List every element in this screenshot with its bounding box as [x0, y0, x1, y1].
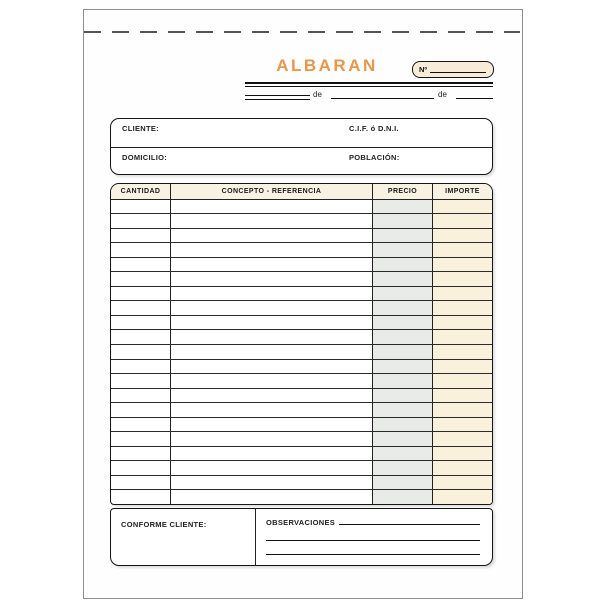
- table-row: [111, 272, 492, 287]
- domicilio-label: DOMICILIO:: [122, 153, 168, 162]
- table-cell-cantidad: [111, 447, 171, 461]
- cliente-label: CLIENTE:: [122, 124, 159, 133]
- table-row: [111, 301, 492, 316]
- table-cell-precio: [373, 214, 433, 228]
- table-cell-concepto: [171, 243, 373, 257]
- table-row: [111, 418, 492, 433]
- column-header-precio: PRECIO: [373, 184, 433, 199]
- table-row: [111, 214, 492, 229]
- number-label: Nº: [419, 65, 428, 74]
- table-row: [111, 287, 492, 302]
- table-cell-concepto: [171, 461, 373, 475]
- table-row: [111, 243, 492, 258]
- conforme-cliente-label: CONFORME CLIENTE:: [121, 520, 207, 529]
- header-double-rule: [245, 82, 493, 87]
- table-cell-cantidad: [111, 258, 171, 272]
- items-table-body: [111, 200, 492, 505]
- column-header-concepto-referencia: CONCEPTO - REFERENCIA: [171, 184, 373, 199]
- table-cell-importe: [433, 403, 492, 417]
- observaciones-blank-line-3: [266, 554, 480, 555]
- table-cell-precio: [373, 301, 433, 315]
- table-row: [111, 490, 492, 504]
- table-cell-concepto: [171, 490, 373, 504]
- table-cell-importe: [433, 476, 492, 490]
- table-row: [111, 258, 492, 273]
- table-cell-cantidad: [111, 476, 171, 490]
- observaciones-row: [266, 517, 480, 527]
- items-table: [110, 183, 493, 505]
- document-number-field: [412, 61, 494, 78]
- table-cell-precio: [373, 345, 433, 359]
- conforme-cliente-cell: [111, 509, 256, 565]
- table-cell-precio: [373, 243, 433, 257]
- table-cell-concepto: [171, 258, 373, 272]
- table-cell-cantidad: [111, 330, 171, 344]
- table-cell-cantidad: [111, 360, 171, 374]
- table-cell-concepto: [171, 200, 373, 214]
- table-cell-concepto: [171, 214, 373, 228]
- table-cell-precio: [373, 316, 433, 330]
- table-row: [111, 461, 492, 476]
- table-cell-concepto: [171, 301, 373, 315]
- table-cell-concepto: [171, 374, 373, 388]
- column-header-cantidad: CANTIDAD: [111, 184, 171, 199]
- table-row: [111, 330, 492, 345]
- footer-box: [110, 508, 493, 566]
- table-cell-importe: [433, 214, 492, 228]
- table-cell-concepto: [171, 389, 373, 403]
- table-cell-importe: [433, 200, 492, 214]
- date-word-de-1: de: [313, 90, 322, 99]
- table-cell-precio: [373, 389, 433, 403]
- perforation-dashed-line: [84, 31, 520, 33]
- client-info-box: [110, 118, 493, 175]
- table-cell-cantidad: [111, 403, 171, 417]
- observaciones-blank-line-1: [339, 517, 480, 525]
- table-cell-importe: [433, 432, 492, 446]
- table-row: [111, 200, 492, 215]
- table-cell-precio: [373, 229, 433, 243]
- table-cell-importe: [433, 418, 492, 432]
- table-cell-cantidad: [111, 374, 171, 388]
- table-cell-precio: [373, 418, 433, 432]
- table-cell-cantidad: [111, 345, 171, 359]
- table-cell-cantidad: [111, 214, 171, 228]
- table-row: [111, 360, 492, 375]
- table-row: [111, 374, 492, 389]
- table-cell-concepto: [171, 345, 373, 359]
- table-row: [111, 229, 492, 244]
- table-cell-precio: [373, 476, 433, 490]
- table-cell-precio: [373, 287, 433, 301]
- table-row: [111, 447, 492, 462]
- client-row-1: [111, 119, 492, 148]
- table-cell-concepto: [171, 418, 373, 432]
- table-cell-importe: [433, 243, 492, 257]
- table-cell-importe: [433, 287, 492, 301]
- table-cell-precio: [373, 258, 433, 272]
- table-cell-concepto: [171, 287, 373, 301]
- table-cell-precio: [373, 360, 433, 374]
- table-cell-cantidad: [111, 316, 171, 330]
- observaciones-label: OBSERVACIONES: [266, 518, 336, 527]
- table-cell-precio: [373, 374, 433, 388]
- table-cell-concepto: [171, 272, 373, 286]
- table-cell-concepto: [171, 330, 373, 344]
- table-cell-importe: [433, 272, 492, 286]
- client-row-2: [111, 148, 492, 175]
- table-cell-importe: [433, 258, 492, 272]
- form-title: ALBARAN: [276, 56, 378, 75]
- table-cell-importe: [433, 490, 492, 504]
- table-cell-concepto: [171, 229, 373, 243]
- table-row: [111, 476, 492, 491]
- table-cell-cantidad: [111, 200, 171, 214]
- table-cell-cantidad: [111, 272, 171, 286]
- number-blank-line: [430, 72, 486, 73]
- table-cell-cantidad: [111, 243, 171, 257]
- table-cell-importe: [433, 330, 492, 344]
- table-cell-precio: [373, 272, 433, 286]
- table-row: [111, 389, 492, 404]
- cif-dni-label: C.I.F. ó D.N.I.: [349, 124, 399, 133]
- table-cell-concepto: [171, 476, 373, 490]
- table-row: [111, 345, 492, 360]
- table-cell-cantidad: [111, 229, 171, 243]
- table-cell-concepto: [171, 403, 373, 417]
- items-table-header: [111, 184, 492, 200]
- table-cell-precio: [373, 200, 433, 214]
- table-cell-cantidad: [111, 432, 171, 446]
- table-cell-cantidad: [111, 301, 171, 315]
- table-cell-importe: [433, 316, 492, 330]
- table-cell-precio: [373, 403, 433, 417]
- table-cell-precio: [373, 490, 433, 504]
- table-cell-importe: [433, 374, 492, 388]
- poblacion-label: POBLACIÓN:: [349, 153, 400, 162]
- table-cell-importe: [433, 360, 492, 374]
- table-row: [111, 403, 492, 418]
- table-cell-precio: [373, 461, 433, 475]
- table-row: [111, 432, 492, 447]
- column-header-importe: IMPORTE: [445, 187, 480, 195]
- table-cell-importe: [433, 461, 492, 475]
- table-cell-cantidad: [111, 287, 171, 301]
- table-cell-importe: [433, 345, 492, 359]
- table-cell-cantidad: [111, 490, 171, 504]
- observaciones-blank-line-2: [266, 540, 480, 541]
- date-month-blank-line: [331, 98, 434, 99]
- table-cell-concepto: [171, 447, 373, 461]
- table-cell-cantidad: [111, 418, 171, 432]
- date-place-blank-line: [245, 95, 310, 100]
- table-cell-cantidad: [111, 461, 171, 475]
- table-cell-concepto: [171, 432, 373, 446]
- table-cell-cantidad: [111, 389, 171, 403]
- date-year-blank-line: [456, 98, 493, 99]
- table-cell-concepto: [171, 360, 373, 374]
- table-cell-importe: [433, 229, 492, 243]
- observaciones-cell: [256, 509, 492, 565]
- table-cell-precio: [373, 432, 433, 446]
- date-word-de-2: de: [438, 90, 447, 99]
- table-cell-importe: [433, 389, 492, 403]
- table-cell-precio: [373, 447, 433, 461]
- table-cell-precio: [373, 330, 433, 344]
- table-cell-concepto: [171, 316, 373, 330]
- table-cell-importe: [433, 301, 492, 315]
- table-row: [111, 316, 492, 331]
- table-cell-importe: [433, 447, 492, 461]
